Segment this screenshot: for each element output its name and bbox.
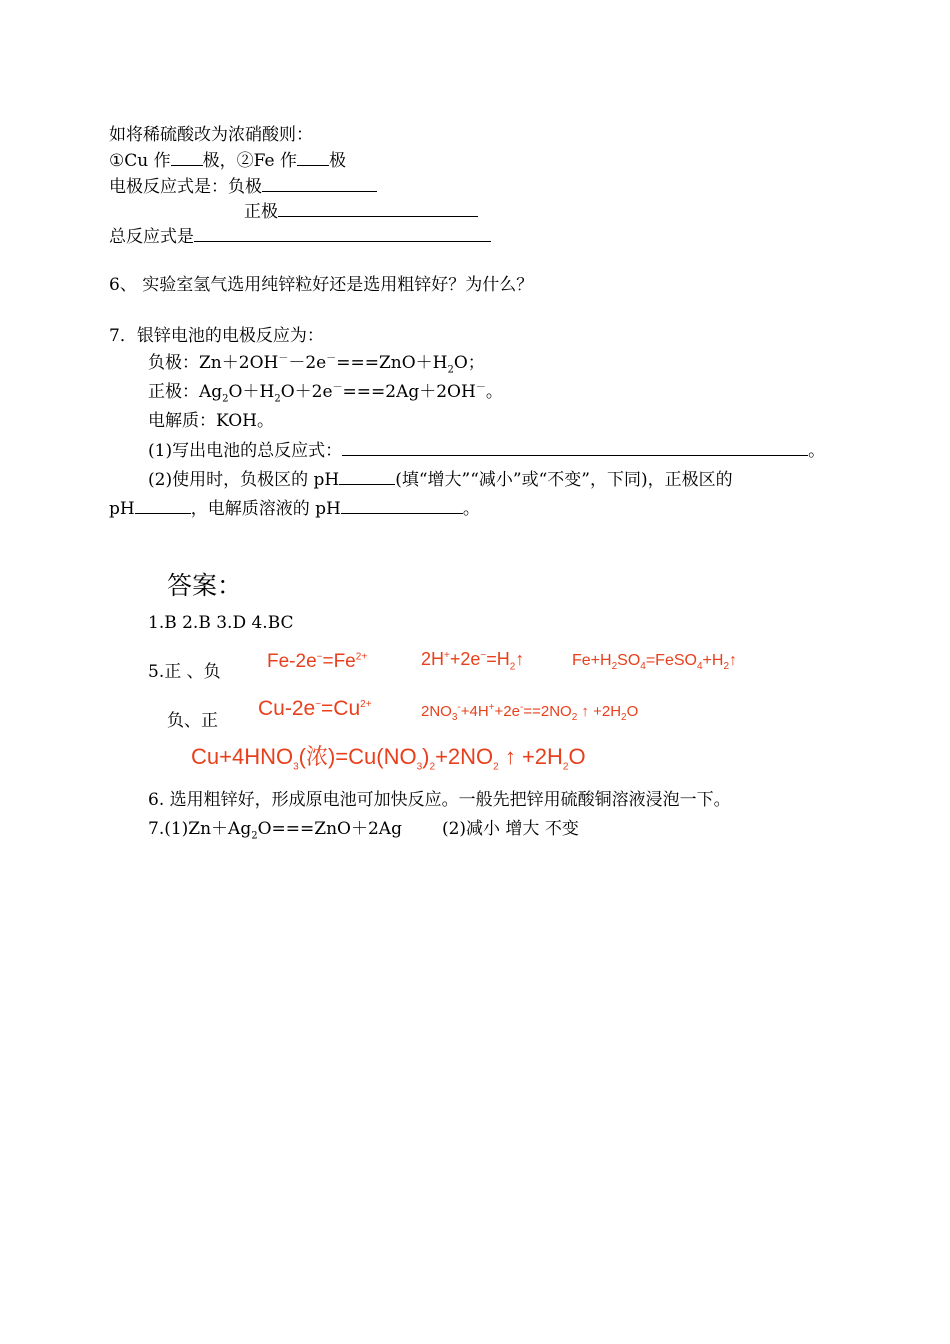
a5b-eq2-f: O: [626, 703, 639, 720]
answer-5-eq2: [421, 648, 525, 673]
a5-eq1-a: Fe-2e: [267, 651, 317, 672]
a5-eq2-c: =H: [486, 649, 510, 669]
q7-p2-blank2: [135, 497, 191, 514]
a5-eq2-sup2: −: [480, 650, 487, 661]
a7-a: 7.(1)Zn＋Ag: [148, 819, 252, 839]
q7-pos-a: 正极：Ag: [148, 382, 223, 402]
answer-5b-label: 负、正: [167, 711, 218, 731]
q7-pos-d: ===2Ag＋2OH: [342, 382, 476, 402]
q7-p2-a: (2)使用时，负极区的 pH: [148, 470, 340, 490]
question-6: 6、 实验室氢气选用纯锌粒好还是选用粗锌好？为什么？: [109, 275, 534, 295]
a5-eq2-sup: +: [444, 650, 450, 661]
q7-pos-c: O＋2e: [280, 382, 333, 402]
conc-pole-line: [109, 149, 346, 172]
question-7-title: 7．银锌电池的电极反应为：: [109, 326, 324, 346]
q7-p2-blank1: [339, 468, 395, 485]
q7-p2-d: ，电解质溶液的 pH: [190, 499, 341, 519]
q7-p2-b: (填“增大”“减小”或“不变”，下同)，正极区的: [395, 470, 733, 490]
a5-eq2-b: +2e: [449, 649, 481, 669]
total-eq-d: +2NO: [435, 744, 494, 769]
question-7-part2-cont: [109, 497, 480, 520]
fe-label: ②Fe 作: [236, 151, 297, 171]
q7-pos-sup1: －: [332, 382, 343, 394]
total-blank: [194, 225, 491, 242]
q7-pos-sub2: 2: [274, 393, 281, 405]
total-eq-c: ): [422, 744, 430, 769]
answers-heading: 答案：: [167, 571, 243, 600]
q7-neg-sub: 2: [447, 364, 454, 376]
a5-eq2-a: 2H: [421, 649, 445, 669]
total-eq-a: Cu+4HNO: [191, 744, 294, 769]
a5-eq1-b: =Fe: [322, 651, 356, 672]
a5b-eq2-sub1: 3: [451, 712, 458, 723]
a5-eq1-sup1: −: [316, 651, 323, 663]
a5-eq3-b: SO: [617, 652, 641, 669]
a5-eq2-sub: 2: [509, 661, 516, 673]
question-7-part1: [148, 439, 825, 462]
total-sub5: 2: [562, 761, 569, 773]
a5-eq3-sub4: 2: [723, 661, 729, 673]
fe-blank: [297, 149, 329, 166]
question-7-negative: [148, 352, 485, 374]
q7-pos-sup2: －: [475, 382, 486, 394]
q7-neg-c: ===ZnO＋H: [336, 353, 448, 373]
a5b-eq2-sup3: -: [519, 702, 524, 713]
total-eq-f: O: [568, 744, 586, 769]
a5-eq3-sub1: 2: [611, 661, 618, 673]
ji-label-2: 极: [328, 151, 346, 171]
a5b-eq2-b: +4H: [460, 703, 489, 720]
conc-intro: 如将稀硫酸改为浓硝酸则：: [109, 125, 313, 145]
negative-blank: [262, 175, 377, 192]
a5b-eq2-sup1: -: [457, 702, 461, 713]
a5-eq3-sub2: 4: [640, 661, 646, 673]
question-7-positive: [148, 381, 503, 403]
total-eq-b: (浓)=Cu(NO: [298, 744, 417, 769]
answer-5-label: 5.正 、负: [148, 662, 221, 682]
positive-blank: [278, 200, 478, 217]
q7-p1-label: (1)写出电池的总反应式：: [148, 441, 343, 461]
q7-p2-e: 。: [462, 499, 480, 519]
answer-1-4: 1.B 2.B 3.D 4.BC: [148, 613, 294, 633]
a5b-eq1-b: =Cu: [321, 697, 361, 720]
q7-neg-d: O；: [453, 353, 485, 373]
a7-c: (2)减小 增大 不变: [441, 819, 579, 839]
q7-pos-b: O＋H: [228, 382, 275, 402]
total-line: [109, 225, 491, 248]
a5-eq3-c: =FeSO: [645, 652, 697, 669]
total-sub2: 3: [416, 761, 423, 773]
cu-label: ①Cu 作: [109, 151, 171, 171]
answer-5-eq1: [267, 651, 367, 673]
answer-5b-eq2: [421, 701, 638, 723]
ji-label-1: 极，: [202, 151, 237, 171]
a5-eq3-a: Fe+H: [572, 652, 612, 669]
total-sub1: 3: [293, 761, 299, 773]
answer-7: [148, 818, 579, 840]
q7-pos-e: 。: [485, 382, 503, 402]
q7-p1-end: 。: [808, 441, 826, 461]
positive-line: [244, 200, 478, 223]
total-eq-e: ↑ +2H: [498, 744, 563, 769]
a5b-eq2-sub2: 2: [571, 712, 578, 723]
q7-neg-a: 负极：Zn＋2OH: [148, 353, 279, 373]
a7-sub: 2: [251, 830, 258, 842]
a5b-eq2-c: +2e: [494, 703, 520, 720]
a5b-eq1-sup1: −: [315, 699, 322, 710]
electrode-label: 电极反应式是：负极: [109, 177, 262, 197]
a5-eq2-arrow: ↑: [515, 649, 525, 669]
a5-eq3-d: +H: [702, 652, 724, 669]
answer-5b-eq1: [258, 698, 372, 720]
q7-pos-sub1: 2: [222, 393, 229, 405]
a5-eq1-sup2: 2+: [355, 651, 368, 663]
answer-6: 6. 选用粗锌好，形成原电池可加快反应。一般先把锌用硫酸铜溶液浸泡一下。: [148, 790, 731, 810]
total-sub4: 2: [493, 761, 499, 773]
question-7-electrolyte: 电解质：KOH。: [148, 411, 275, 431]
question-7-part2: [148, 468, 733, 491]
a5-eq3-sub3: 4: [696, 661, 703, 673]
a5b-eq2-sup2: +: [488, 702, 495, 713]
q7-neg-sup2: －: [326, 353, 337, 365]
cu-blank: [171, 149, 203, 166]
q7-p2-blank3: [341, 497, 463, 514]
a5b-eq2-a: 2NO: [421, 703, 452, 720]
answer-total-eq: [191, 744, 586, 773]
a5b-eq1-a: Cu-2e: [258, 697, 316, 720]
a5b-eq2-d: ==2NO: [523, 703, 572, 720]
electrode-line: [109, 175, 377, 198]
total-label: 总反应式是: [109, 227, 194, 247]
q7-p2-c: pH: [109, 499, 135, 519]
total-sub3: 2: [429, 761, 436, 773]
a5b-eq1-sup2: 2+: [360, 699, 372, 710]
a5-eq3-arrow: ↑: [729, 652, 737, 669]
q7-neg-sup: －: [278, 353, 289, 365]
answer-5-eq3: [572, 650, 737, 672]
positive-label: 正极: [244, 202, 278, 222]
a5b-eq2-e: ↑ +2H: [577, 703, 622, 720]
q7-p1-blank: [342, 439, 808, 456]
q7-neg-b: －2e: [288, 353, 327, 373]
a7-b: O===ZnO＋2Ag: [257, 819, 402, 839]
a5b-eq2-sub3: 2: [621, 712, 627, 723]
